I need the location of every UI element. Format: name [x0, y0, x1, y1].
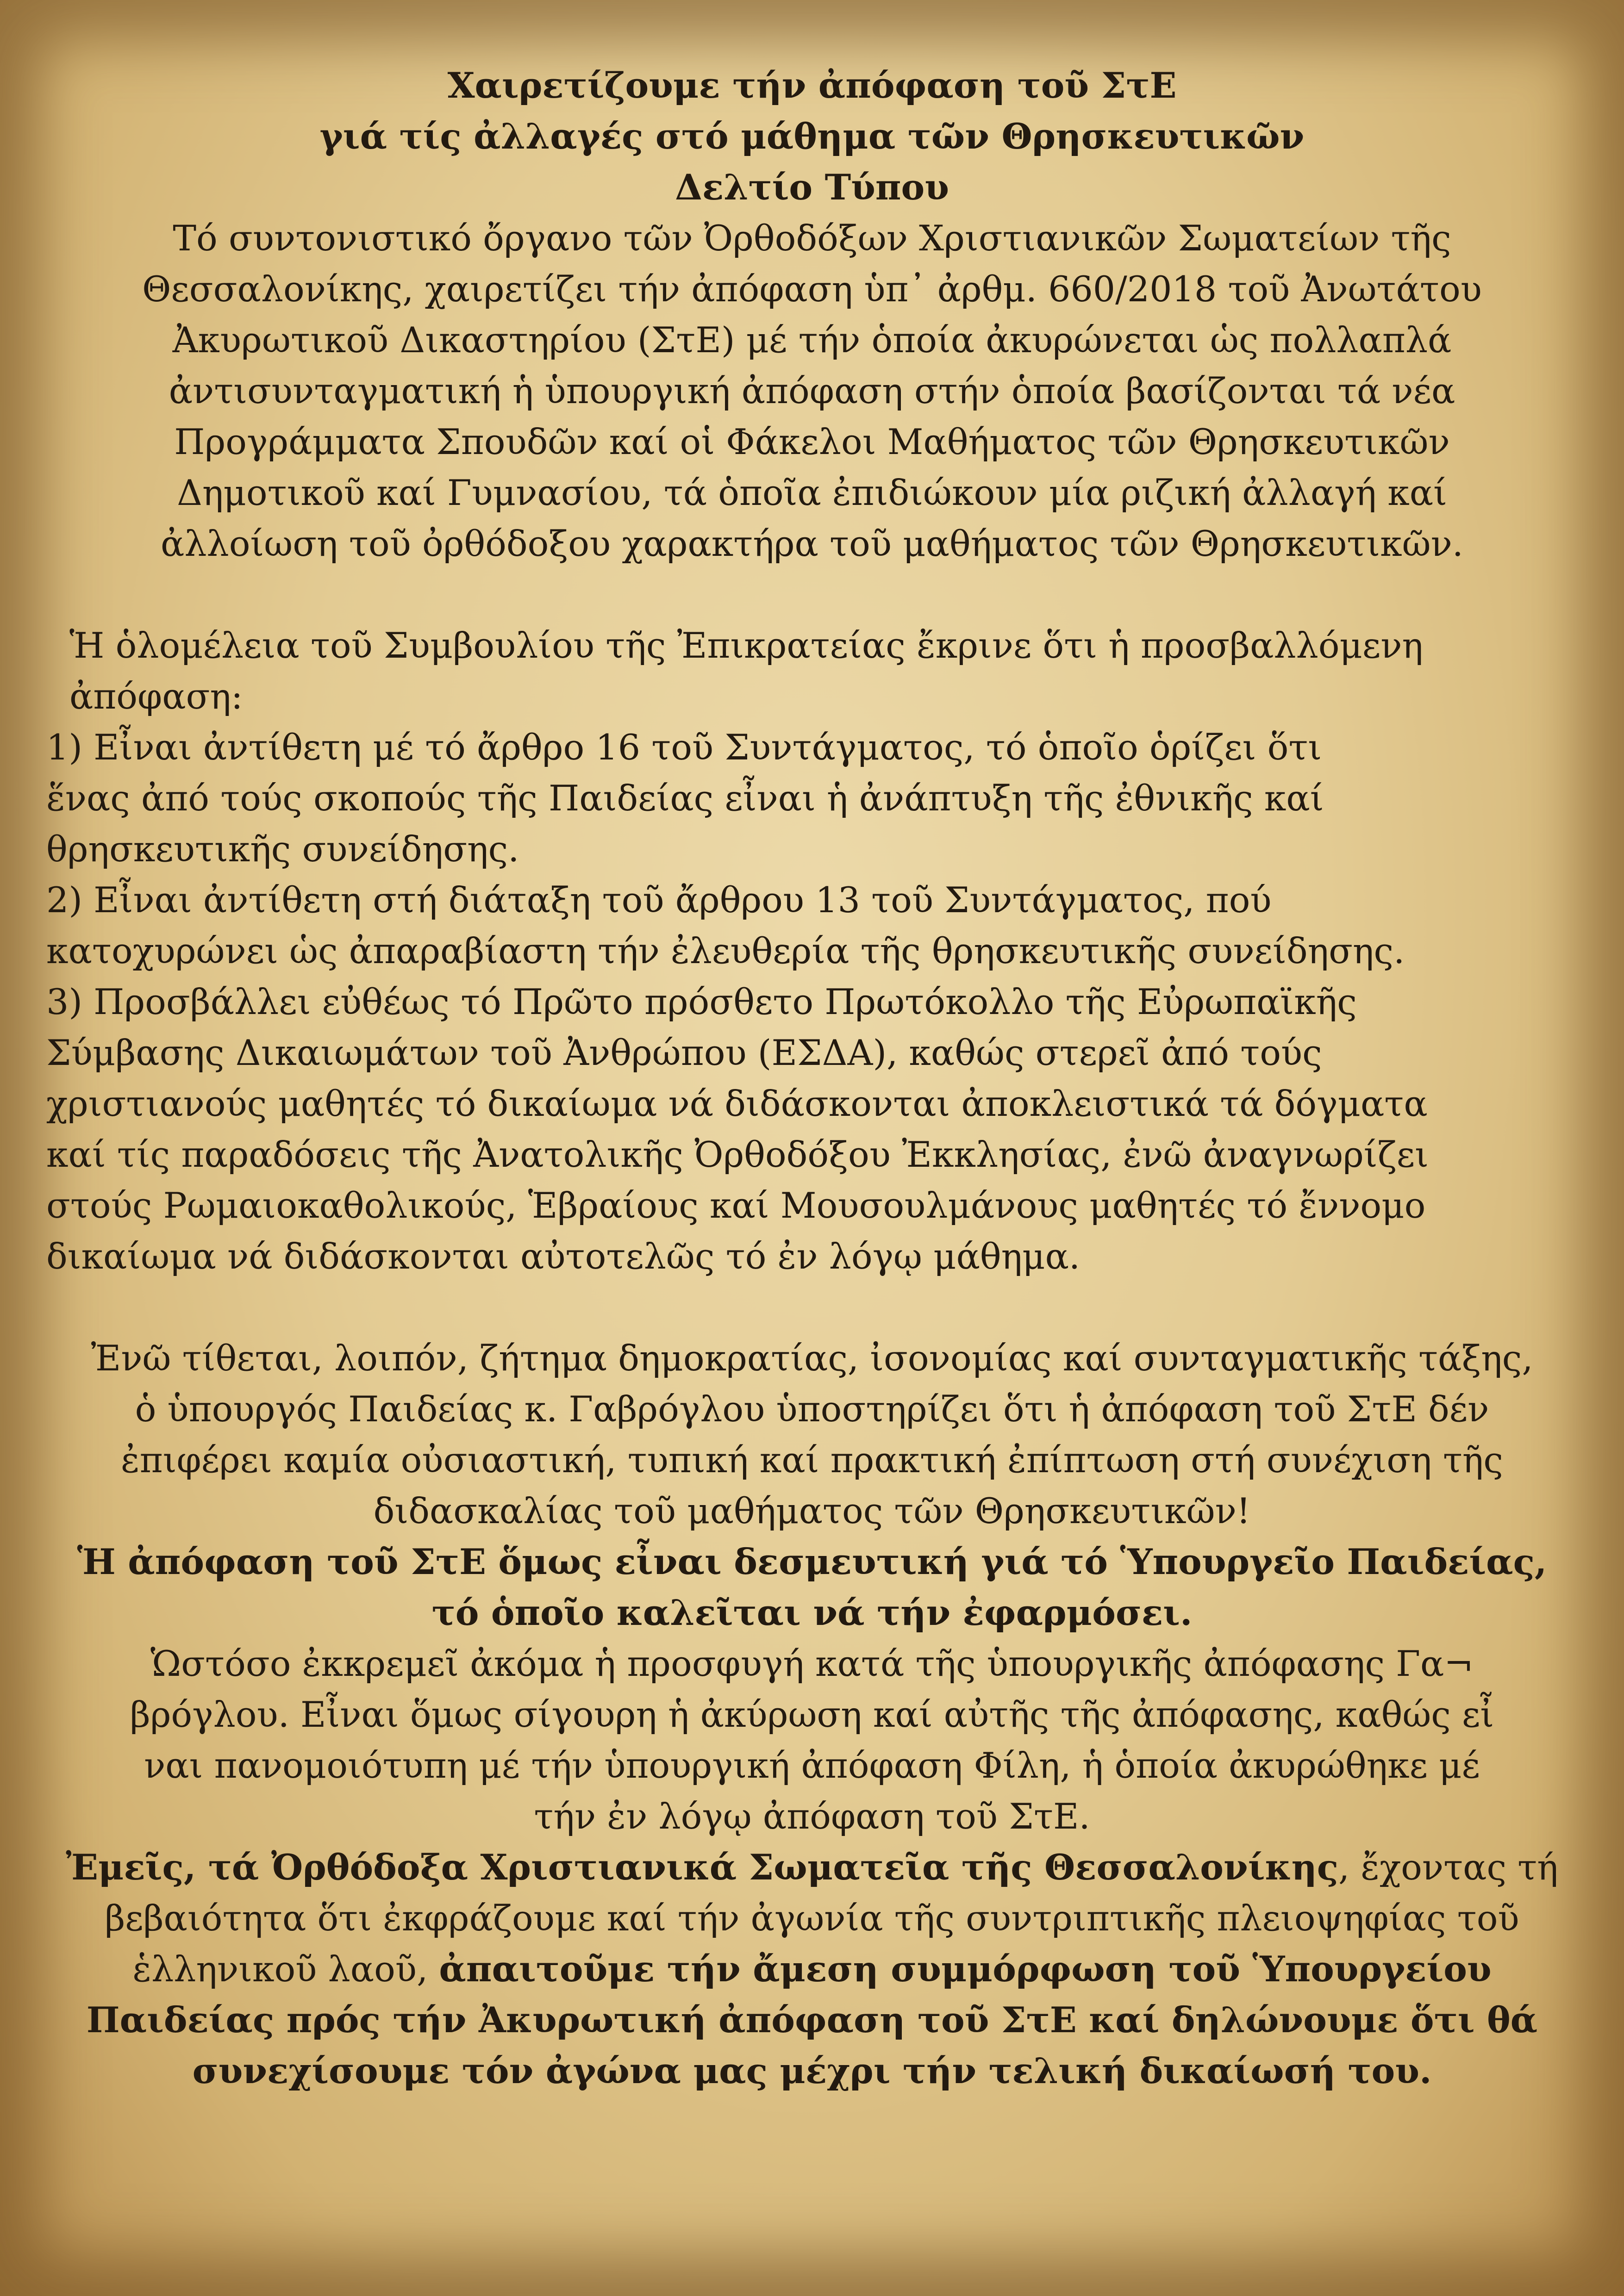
text-line: ἀπόφαση:	[69, 676, 243, 717]
text-line: Ἐνῶ τίθεται, λοιπόν, ζήτημα δημοκρατίας, ἰσονομίας καί συνταγματικῆς τάξης,	[91, 1338, 1533, 1379]
point-line: 3) Προσβάλλει εὐθέως τό Πρῶτο πρόσθετο Πρωτόκολλο τῆς Εὐρωπαϊκῆς	[46, 981, 1357, 1022]
text-line: ναι πανομοιότυπη μέ τήν ὑπουργική ἀπόφαση Φίλη, ἡ ὁποία ἀκυρώθηκε μέ	[144, 1745, 1480, 1786]
point-line: Σύμβασης Δικαιωμάτων τοῦ Ἀνθρώπου (ΕΣΔΑ), καθώς στερεῖ ἀπό τούς	[46, 1032, 1322, 1073]
press-release	[32, 60, 1592, 2097]
closing-text: ἑλληνικοῦ λαοῦ,	[132, 1948, 439, 1990]
point-line: 1) Εἶναι ἀντίθετη μέ τό ἄρθρο 16 τοῦ Συντάγματος, τό ὁποῖο ὁρίζει ὅτι	[46, 727, 1322, 768]
text-line: ὁ ὑπουργός Παιδείας κ. Γαβρόγλου ὑποστηρίζει ὅτι ἡ ἀπόφαση τοῦ ΣτΕ δέν	[135, 1388, 1489, 1430]
text-line: βεβαιότητα ὅτι ἐκφράζουμε καί τήν ἀγωνία τῆς συντριπτικῆς πλειοψηφίας τοῦ	[105, 1898, 1519, 1939]
minister-paragraph	[32, 1333, 1592, 1537]
text-line: Ὡστόσο ἐκκρεμεῖ ἀκόμα ἡ προσφυγή κατά τῆς ὑπουργικῆς ἀπόφασης Γα¬	[150, 1643, 1474, 1684]
text-line	[32, 1944, 1592, 1995]
point-line: κατοχυρώνει ὡς ἀπαραβίαστη τήν ἐλευθερία τῆς θρησκευτικῆς συνείδησης.	[46, 930, 1405, 971]
closing-text: , ἔχοντας τή	[1338, 1847, 1558, 1888]
point-line: στούς Ρωμαιοκαθολικούς, Ἑβραίους καί Μουσουλμάνους μαθητές τό ἔννομο	[46, 1185, 1426, 1226]
text-line: ἀλλοίωση τοῦ ὀρθόδοξου χαρακτήρα τοῦ μαθήματος τῶν Θρησκευτικῶν.	[161, 523, 1463, 564]
ruling-intro	[32, 620, 1592, 722]
spacer	[32, 569, 1592, 620]
text-line: τήν ἐν λόγῳ ἀπόφαση τοῦ ΣτΕ.	[534, 1796, 1090, 1837]
spacer	[32, 1282, 1592, 1333]
text-line: τό ὁποῖο καλεῖται νά τήν ἐφαρμόσει.	[431, 1592, 1193, 1633]
closing-bold: ἀπαιτοῦμε τήν ἄμεση συμμόρφωση τοῦ Ὑπουργείου	[439, 1948, 1492, 1990]
text-line: Τό συντονιστικό ὄργανο τῶν Ὀρθοδόξων Χριστιανικῶν Σωματείων τῆς	[173, 218, 1451, 259]
closing-bold: Ἐμεῖς, τά Ὀρθόδοξα Χριστιανικά Σωματεῖα τῆς Θεσσαλονίκης	[66, 1847, 1338, 1888]
text-line: Δημοτικοῦ καί Γυμνασίου, τά ὁποῖα ἐπιδιώκουν μία ριζική ἀλλαγή καί	[177, 472, 1447, 513]
ruling-points	[32, 722, 1592, 1282]
text-line: συνεχίσουμε τόν ἀγώνα μας μέχρι τήν τελική δικαίωσή του.	[192, 2050, 1432, 2091]
title-line-1: Χαιρετίζουμε τήν ἀπόφαση τοῦ ΣτΕ	[447, 65, 1177, 106]
text-line: Ἡ ἀπόφαση τοῦ ΣτΕ ὅμως εἶναι δεσμευτική γιά τό Ὑπουργεῖο Παιδείας,	[77, 1541, 1547, 1582]
text-line: Παιδείας πρός τήν Ἀκυρωτική ἀπόφαση τοῦ ΣτΕ καί δηλώνουμε ὅτι θά	[86, 1999, 1538, 2041]
text-line: Προγράμματα Σπουδῶν καί οἱ Φάκελοι Μαθήματος τῶν Θρησκευτικῶν	[174, 421, 1450, 462]
text-line: Ἡ ὁλομέλεια τοῦ Συμβουλίου τῆς Ἐπικρατείας ἔκρινε ὅτι ἡ προσβαλλόμενη	[69, 625, 1423, 666]
point-line: 2) Εἶναι ἀντίθετη στή διάταξη τοῦ ἄρθρου 13 τοῦ Συντάγματος, πού	[46, 879, 1272, 921]
point-line: θρησκευτικῆς συνείδησης.	[46, 828, 519, 870]
pending-paragraph	[32, 1638, 1592, 1842]
text-line: ἐπιφέρει καμία οὐσιαστική, τυπική καί πρακτική ἐπίπτωση στή συνέχιση τῆς	[120, 1439, 1503, 1481]
title-line-3: Δελτίο Τύπου	[675, 167, 949, 208]
text-line: Θεσσαλονίκης, χαιρετίζει τήν ἀπόφαση ὑπ᾿ ἀρθμ. 660/2018 τοῦ Ἀνωτάτου	[142, 268, 1482, 310]
intro-paragraph	[32, 213, 1592, 569]
point-line: καί τίς παραδόσεις τῆς Ἀνατολικῆς Ὀρθοδόξου Ἐκκλησίας, ἐνῶ ἀναγνωρίζει	[46, 1134, 1429, 1175]
title-line-2: γιά τίς ἀλλαγές στό μάθημα τῶν Θρησκευτικῶν	[319, 116, 1305, 157]
text-line	[32, 1842, 1592, 1893]
point-line: ἕνας ἀπό τούς σκοπούς τῆς Παιδείας εἶναι ἡ ἀνάπτυξη τῆς ἐθνικῆς καί	[46, 778, 1324, 819]
point-line: χριστιανούς μαθητές τό δικαίωμα νά διδάσκονται ἀποκλειστικά τά δόγματα	[46, 1083, 1428, 1124]
text-line: διδασκαλίας τοῦ μαθήματος τῶν Θρησκευτικῶν!	[373, 1490, 1251, 1531]
text-line: Ἀκυρωτικοῦ Δικαστηρίου (ΣτΕ) μέ τήν ὁποία ἀκυρώνεται ὡς πολλαπλά	[172, 319, 1452, 361]
title-block	[32, 60, 1592, 213]
closing-paragraph	[32, 1842, 1592, 2097]
binding-statement	[32, 1537, 1592, 1638]
text-line: ἀντισυνταγματική ἡ ὑπουργική ἀπόφαση στήν ὁποία βασίζονται τά νέα	[169, 370, 1455, 411]
text-line: βρόγλου. Εἶναι ὅμως σίγουρη ἡ ἀκύρωση καί αὐτῆς τῆς ἀπόφασης, καθώς εἶ	[130, 1694, 1494, 1735]
point-line: δικαίωμα νά διδάσκονται αὐτοτελῶς τό ἐν λόγῳ μάθημα.	[46, 1236, 1081, 1277]
